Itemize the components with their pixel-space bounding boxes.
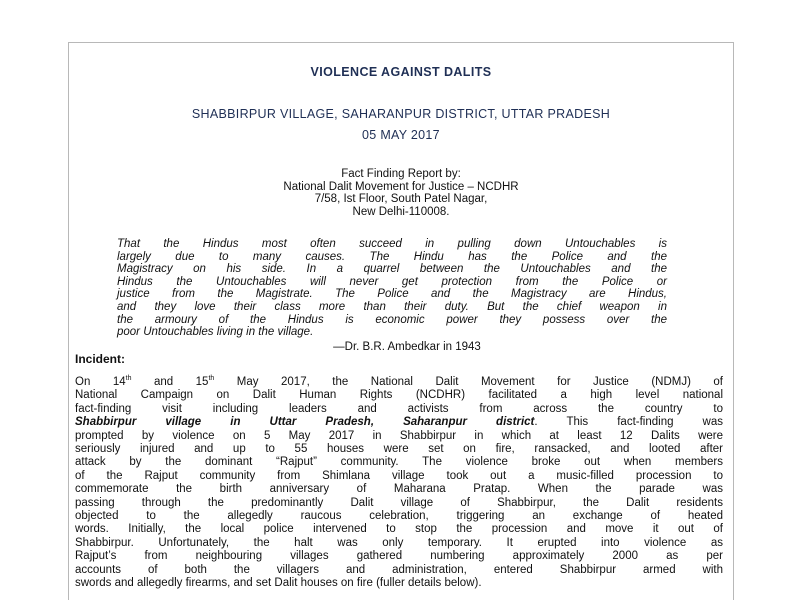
report-line: 7/58, Ist Floor, South Patel Nagar, (314, 193, 488, 205)
quote-line: and they love their class more than their duty. But the chief weapon in (117, 300, 667, 313)
report-line: Fact Finding Report by: (341, 168, 461, 180)
report-line: New Delhi-110008. (352, 205, 450, 218)
text-run: May 2017, the National Dalit Movement for Justice (NDMJ) of (214, 376, 724, 388)
ordinal-suffix: th (208, 375, 215, 383)
text-run: On 14 (75, 376, 126, 388)
quote-line: justice from the Magistrate. The Police and the Magistracy are Hindus, (117, 288, 667, 301)
text-run: . This fact-finding was (534, 416, 723, 429)
quote-line: poor Untouchables living in the village. (117, 326, 314, 339)
paragraph-line: Rajput’s from neighbouring villages gathered numbering approximately 2000 as per (75, 550, 723, 563)
paragraph-line: seriously injured and up to 55 houses were set on fire, ransacked, and looted after (75, 443, 723, 456)
quote-line: largely due to many causes. The Hindu has the Police and the (117, 250, 667, 263)
paragraph-line: attack by the dominant “Rajput” community. The violence broke out when members (75, 456, 723, 469)
document-page (68, 42, 734, 600)
ambedkar-quote (117, 238, 667, 339)
location-line: SHABBIRPUR VILLAGE, SAHARANPUR DISTRICT, UTTAR PRADESH (191, 107, 611, 121)
report-author-block (69, 168, 733, 218)
ordinal-suffix: th (125, 375, 132, 383)
paragraph-line (75, 376, 723, 389)
paragraph-line: Shabbirpur. Unfortunately, the halt was only temporary. It erupted into violence as (75, 536, 723, 549)
document-title: VIOLENCE AGAINST DALITS (310, 65, 492, 79)
paragraph-line: accounts of both the villagers and administration, entered Shabbirpur armed with (75, 563, 723, 576)
paragraph-line: fact-finding visit including leaders and activists from across the country to (75, 402, 723, 415)
section-heading: Incident: (75, 352, 125, 366)
text-run: and 15 (131, 376, 209, 388)
paragraph-line: National Campaign on Dalit Human Rights (NCDHR) facilitated a high level national (75, 389, 723, 402)
quote-line: Magistracy on his side. In a quarrel between the Untouchables and the (117, 263, 667, 276)
report-line: National Dalit Movement for Justice – NCDHR (283, 180, 519, 193)
paragraph-line: swords and allegedly firearms, and set Dalit houses on fire (fuller details below). (75, 577, 482, 590)
quote-attribution: —Dr. B.R. Ambedkar in 1943 (333, 341, 481, 353)
quote-line: Hindus the Untouchables will never get protection from the Police or (117, 275, 667, 288)
paragraph-line: objected to the allegedly raucous celebration, triggering an exchange of heated (75, 510, 723, 523)
quote-line: That the Hindus most often succeed in pulling down Untouchables is (117, 238, 667, 250)
quote-line: the armoury of the Hindus is economic power they possess over the (117, 313, 667, 326)
paragraph-line: words. Initially, the local police intervened to stop the procession and move it out of (75, 523, 723, 536)
paragraph-line: commemorate the birth anniversary of Maharana Pratap. When the parade was (75, 483, 723, 496)
report-date: 05 MAY 2017 (362, 128, 440, 142)
paragraph-line: passing through the predominantly Dalit village of Shabbirpur, the Dalit residents (75, 496, 723, 509)
incident-paragraph (75, 376, 723, 591)
emphasized-location: Shabbirpur village in Uttar Pradesh, Saharanpur district (75, 416, 535, 429)
paragraph-line: prompted by violence on 5 May 2017 in Shabbirpur in which at least 12 Dalits were (75, 429, 723, 442)
paragraph-line (75, 416, 723, 429)
paragraph-line: of the Rajput community from Shimlana village took out a music-filled procession to (75, 469, 723, 482)
